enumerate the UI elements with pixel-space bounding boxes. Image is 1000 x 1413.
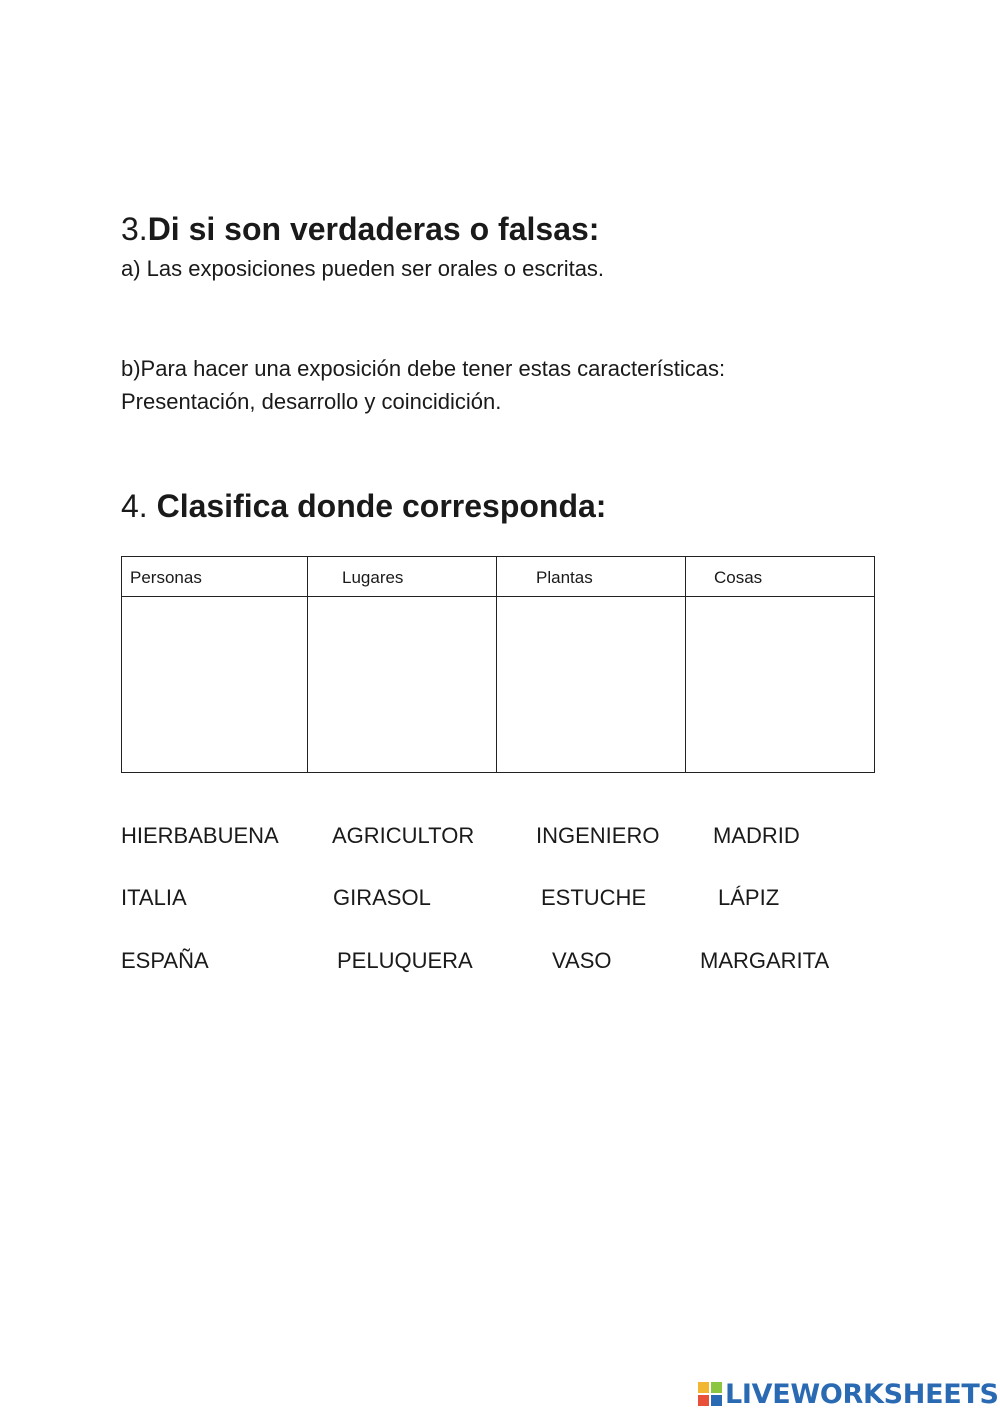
header-label: Cosas — [714, 567, 763, 587]
header-plantas — [497, 557, 686, 597]
section-4-title: Clasifica donde corresponda: — [156, 488, 607, 524]
word-item[interactable]: LÁPIZ — [718, 885, 780, 910]
header-personas — [122, 557, 308, 597]
table-header-row — [122, 557, 875, 597]
header-cosas — [686, 557, 875, 597]
word-item[interactable]: VASO — [552, 948, 612, 973]
answer-cell-plantas[interactable] — [497, 597, 686, 773]
word-item[interactable]: ITALIA — [121, 885, 187, 910]
word-item[interactable]: AGRICULTOR — [332, 823, 475, 848]
section-3-heading — [121, 211, 599, 247]
liveworksheets-logo-icon — [698, 1382, 722, 1406]
table-answer-row — [122, 597, 875, 773]
answer-cell-cosas[interactable] — [686, 597, 875, 773]
logo-text: LIVEWORKSHEETS — [725, 1378, 999, 1410]
statement-b-line-1: b)Para hacer una exposición debe tener estas características: — [121, 356, 726, 381]
statement-a: a) Las exposiciones pueden ser orales o escritas. — [121, 256, 605, 281]
section-3-number: 3. — [121, 211, 148, 247]
word-item[interactable]: INGENIERO — [536, 823, 660, 848]
word-item[interactable]: ESTUCHE — [541, 885, 647, 910]
header-lugares — [308, 557, 497, 597]
section-4-number: 4. — [121, 488, 157, 524]
section-3-title: Di si son verdaderas o falsas: — [147, 211, 600, 247]
word-item[interactable]: HIERBABUENA — [121, 823, 279, 848]
section-4-heading — [121, 488, 606, 524]
statement-b-line-2: Presentación, desarrollo y coincidición. — [121, 389, 502, 414]
answer-cell-lugares[interactable] — [308, 597, 497, 773]
classification-table — [121, 556, 875, 773]
header-label: Plantas — [536, 567, 593, 587]
word-item[interactable]: GIRASOL — [333, 885, 431, 910]
answer-cell-personas[interactable] — [122, 597, 308, 773]
header-label: Lugares — [342, 567, 404, 587]
word-item[interactable]: PELUQUERA — [337, 948, 473, 973]
liveworksheets-logo — [698, 1377, 999, 1411]
header-label: Personas — [130, 567, 202, 587]
word-item[interactable]: MADRID — [713, 823, 800, 848]
word-item[interactable]: ESPAÑA — [121, 948, 209, 973]
word-item[interactable]: MARGARITA — [700, 948, 830, 973]
